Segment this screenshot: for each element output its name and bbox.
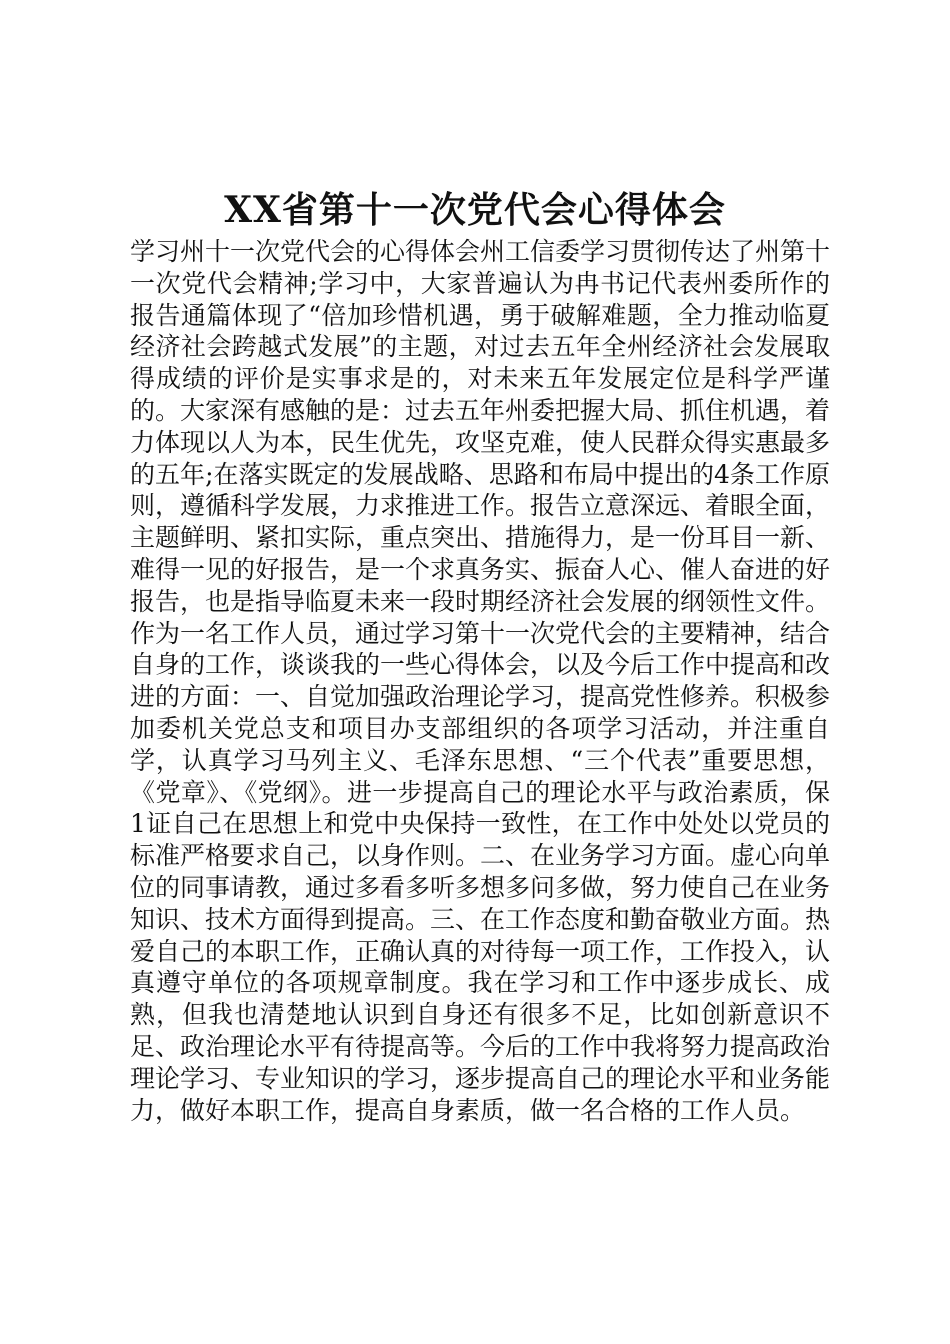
- document-title: XX省第十一次党代会心得体会: [224, 189, 726, 231]
- document-body: 学习州十一次党代会的心得体会州工信委学习贯彻传达了州第十一次党代会精神;学习中，大家普遍认为冉书记代表州委所作的报告通篇体现了“倍加珍惜机遇，勇于破解难题，全力推动临夏经济社会跨越式发展”的主题，对过去五年全州经济社会发展取得成绩的评价是实事求是的，对未来五年发展定位是科学严谨的。大家深有感触的是：过去五年州委把握大局、抓住机遇，着力体现以人为本，民生优先，攻坚克难，使人民群众得实惠最多的五年;在落实既定的发展战略、思路和布局中提出的4条工作原则，遵循科学发展，力求推进工作。报告立意深远、着眼全面，主题鲜明、紧扣实际，重点突出、措施得力，是一份耳目一新、难得一见的好报告，是一个求真务实、振奋人心、催人奋进的好报告，也是指导临夏未来一段时期经济社会发展的纲领性文件。作为一名工作人员，通过学习第十一次党代会的主要精神，结合自身的工作，谈谈我的一些心得体会，以及今后工作中提高和改进的方面：一、自觉加强政治理论学习，提高党性修养。积极参加委机关党总支和项目办支部组织的各项学习活动，并注重自学，认真学习马列主义、毛泽东思想、“三个代表”重要思想，《党章》、《党纲》。进一步提高自己的理论水平与政治素质，保1证自己在思想上和党中央保持一致性，在工作中处处以党员的标准严格要求自己，以身作则。二、在业务学习方面。虚心向单位的同事请教，通过多看多听多想多问多做，努力使自己在业务知识、技术方面得到提高。三、在工作态度和勤奋敬业方面。热爱自己的本职工作，正确认真的对待每一项工作，工作投入，认真遵守单位的各项规章制度。我在学习和工作中逐步成长、成熟，但我也清楚地认识到自身还有很多不足，比如创新意识不足、政治理论水平有待提高等。今后的工作中我将努力提高政治理论学习、专业知识的学习，逐步提高自己的理论水平和业务能力，做好本职工作，提高自身素质，做一名合格的工作人员。: [130, 237, 831, 1125]
